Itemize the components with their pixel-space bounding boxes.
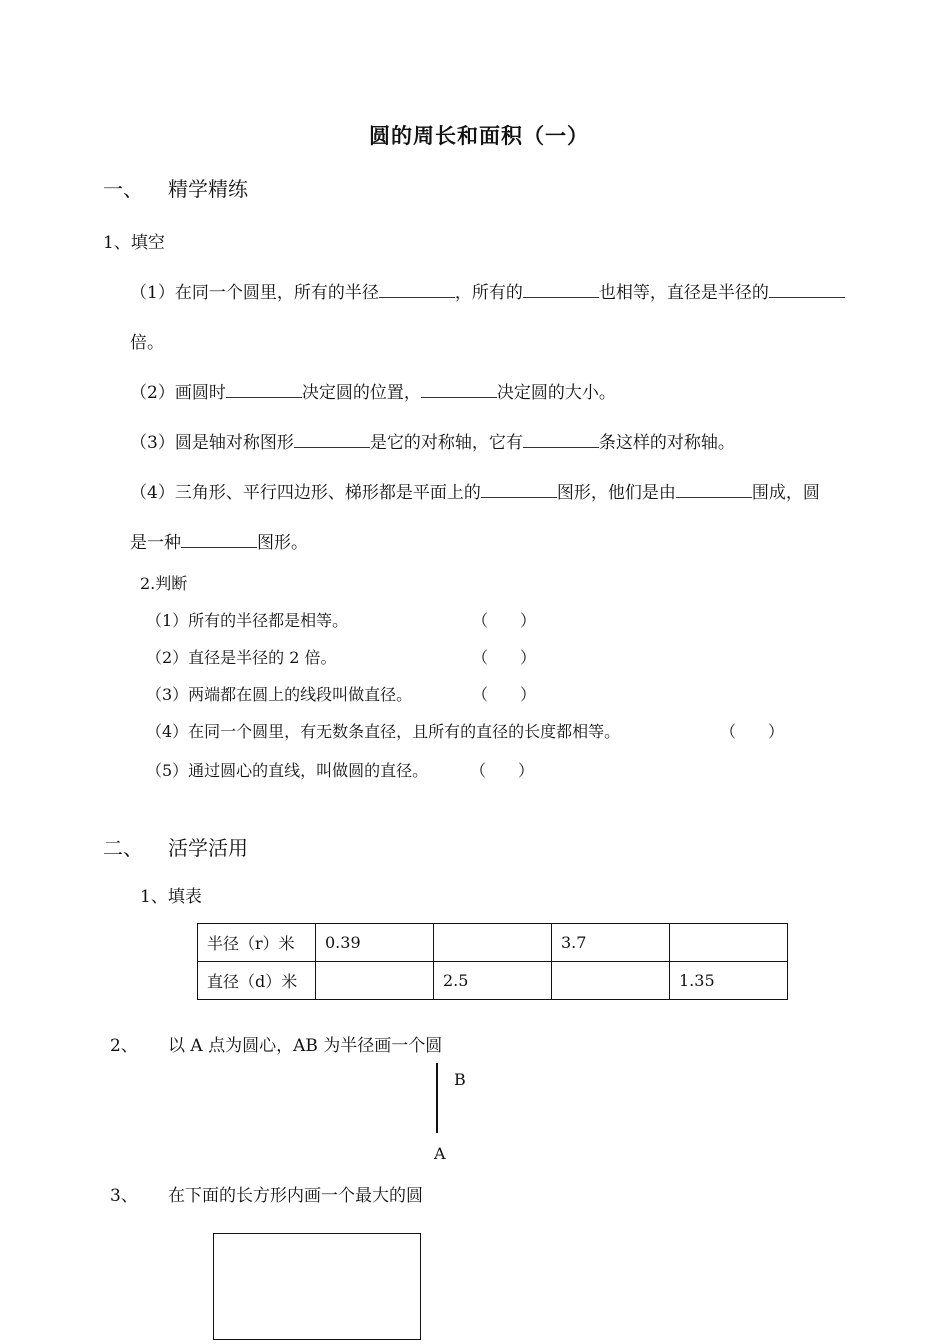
answer-blank[interactable] [421, 382, 497, 398]
section-1-number: 一、 [103, 177, 143, 201]
answer-blank[interactable] [769, 282, 845, 298]
fill-item-3-text-c: 条这样的对称轴。 [598, 433, 735, 453]
fill-item-1-text-c: 也相等，直径是半径的 [598, 283, 769, 303]
answer-blank[interactable] [226, 382, 302, 398]
table-cell-blank[interactable] [552, 962, 670, 1000]
q1-heading: 1、填空 [103, 233, 165, 253]
fill-item-1-text-b: ，所有的 [454, 283, 523, 303]
segment-ab [436, 1063, 438, 1133]
fill-item-3-text-a: （3）圆是轴对称图形 [130, 433, 294, 453]
judge-answer-1[interactable]: （ ） [472, 611, 537, 630]
judge-item-4: （4）在同一个圆里，有无数条直径，且所有的直径的长度都相等。 [146, 722, 621, 741]
answer-blank[interactable] [481, 482, 557, 498]
table-cell: 1.35 [670, 962, 788, 1000]
answer-blank[interactable] [181, 532, 257, 548]
table-cell-blank[interactable] [316, 962, 434, 1000]
fill-item-1-continued: 倍。 [130, 333, 164, 353]
section-2-number: 二、 [103, 836, 143, 860]
fill-item-4-text-d: 是一种 [130, 533, 181, 553]
fill-item-1 [130, 278, 845, 303]
fill-item-2-text-a: （2）画圆时 [130, 383, 226, 403]
table-cell: 直径（d）米 [198, 962, 316, 1000]
section-1-title: 精学精练 [168, 177, 248, 201]
fill-item-4-text-a: （4）三角形、平行四边形、梯形都是平面上的 [130, 483, 481, 503]
answer-blank[interactable] [379, 282, 455, 298]
radius-diameter-table [197, 923, 788, 1000]
judge-answer-5[interactable]: （ ） [470, 761, 535, 780]
table-cell: 0.39 [316, 924, 434, 962]
answer-blank[interactable] [523, 432, 599, 448]
judge-answer-3[interactable]: （ ） [472, 685, 537, 704]
table-row [198, 962, 788, 1000]
judge-item-3: （3）两端都在圆上的线段叫做直径。 [146, 685, 413, 704]
fill-item-4-text-b: 图形，他们是由 [556, 483, 676, 503]
p2-text: 以 A 点为圆心，AB 为半径画一个圆 [168, 1036, 443, 1056]
table-cell: 3.7 [552, 924, 670, 962]
judge-item-2: （2）直径是半径的 2 倍。 [146, 648, 337, 667]
point-b-label: B [454, 1070, 466, 1089]
drawing-rectangle[interactable] [213, 1233, 421, 1340]
p1-heading: 1、填表 [140, 887, 202, 907]
fill-item-2-text-b: 决定圆的位置， [301, 383, 421, 403]
judge-item-5: （5）通过圆心的直线，叫做圆的直径。 [146, 761, 429, 780]
page-title: 圆的周长和面积（一） [369, 123, 589, 148]
fill-item-3 [130, 428, 735, 453]
fill-item-2-text-c: 决定圆的大小。 [496, 383, 616, 403]
fill-item-4-text-e: 图形。 [257, 533, 308, 553]
judge-item-1: （1）所有的半径都是相等。 [146, 611, 349, 630]
judge-answer-2[interactable]: （ ） [472, 648, 537, 667]
fill-item-4-text-c: 围成，圆 [751, 483, 820, 503]
table-cell-blank[interactable] [434, 924, 552, 962]
table-cell-blank[interactable] [670, 924, 788, 962]
p3-number: 3、 [110, 1186, 138, 1206]
q2-heading: 2.判断 [140, 574, 188, 593]
section-2-title: 活学活用 [168, 836, 248, 860]
point-a-label: A [434, 1144, 446, 1163]
p2-number: 2、 [110, 1036, 138, 1056]
table-cell: 2.5 [434, 962, 552, 1000]
answer-blank[interactable] [523, 282, 599, 298]
fill-item-4-continued [130, 528, 308, 553]
answer-blank[interactable] [676, 482, 752, 498]
table-cell: 半径（r）米 [198, 924, 316, 962]
answer-blank[interactable] [294, 432, 370, 448]
table-row [198, 924, 788, 962]
judge-answer-4[interactable]: （ ） [720, 722, 785, 741]
fill-item-2 [130, 378, 616, 403]
fill-item-1-text-a: （1）在同一个圆里，所有的半径 [130, 283, 379, 303]
fill-item-3-text-b: 是它的对称轴，它有 [369, 433, 523, 453]
p3-text: 在下面的长方形内画一个最大的圆 [168, 1186, 423, 1206]
fill-item-4 [130, 478, 820, 503]
